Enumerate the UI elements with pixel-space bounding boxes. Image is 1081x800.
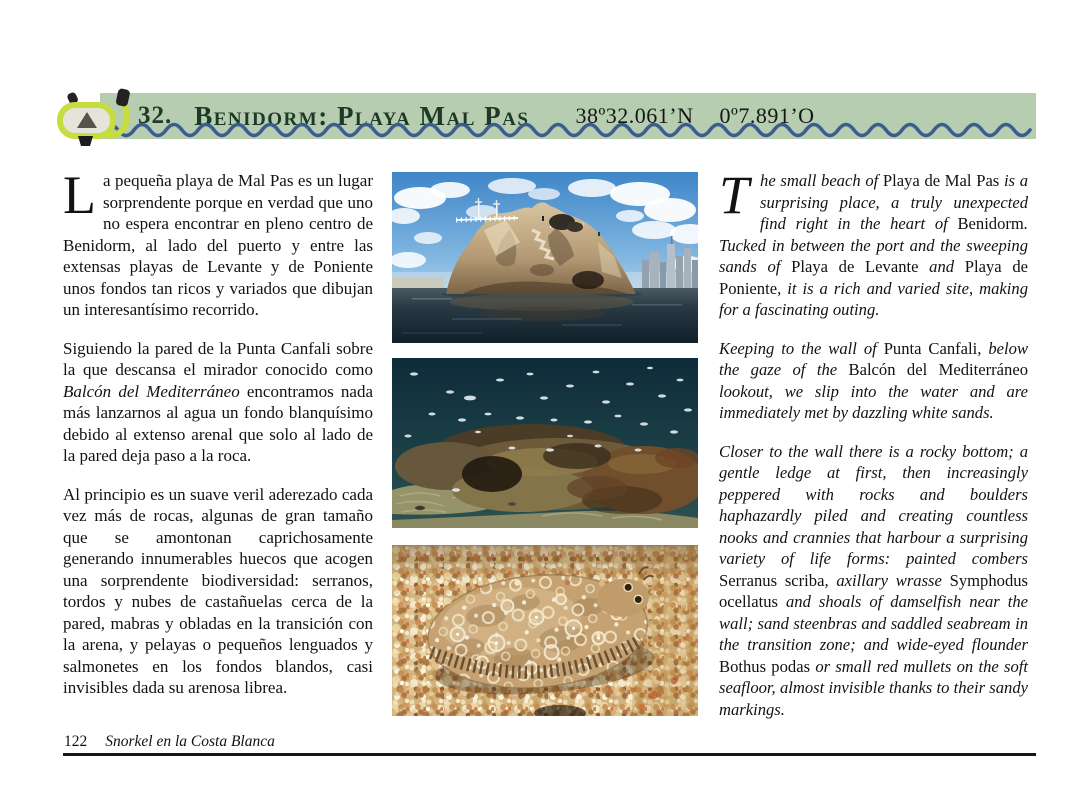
drop-cap: L	[63, 165, 96, 225]
page-number: 122	[64, 733, 88, 750]
photo-flounder	[392, 545, 698, 716]
paragraph: Siguiendo la pared de la Punta Canfali sobre la que descansa el mirador conocido como Balcón del Mediterráneo encontramos nada más lanzarnos al agua un fondo blanquísimo debido al extenso arenal que solo al lado de la pared deja paso a la roca.	[63, 338, 373, 465]
flounder-eye	[634, 595, 643, 604]
paragraph: La pequeña playa de Mal Pas es un lugar sorprendente porque en verdad que uno no espera encontrar en pleno centro de Benidorm, al lado del puerto y entre las extensas playas de Levante y de Poniente unos fondos tan ricos y variados que dibujan un interesantísimo recorrido.	[63, 165, 373, 319]
wave-divider	[100, 116, 1036, 142]
photo-punta-canfali-art	[392, 172, 698, 343]
chapter-title: Benidorm: Playa Mal Pas	[194, 100, 530, 131]
spanish-text-column	[63, 165, 373, 716]
chapter-number: 32.	[138, 102, 173, 129]
wave-path	[102, 125, 1030, 136]
flounder-eye	[624, 583, 633, 592]
snorkel-mask-icon	[54, 82, 140, 154]
photo-underwater-art	[392, 358, 698, 528]
footer-rule	[63, 753, 1036, 756]
dark-fish	[415, 506, 425, 510]
far-coast	[392, 278, 444, 288]
mouthpiece	[78, 136, 93, 146]
longitude: 0º7.891’O	[719, 103, 815, 128]
book-title: Snorkel en la Costa Blanca	[105, 733, 275, 750]
footer	[64, 733, 275, 751]
latitude: 38º32.061’N	[575, 103, 694, 128]
english-text-column	[719, 165, 1029, 737]
paragraph: Keeping to the wall of Punta Canfali, below the gaze of the Balcón del Mediterráneo lookout, we slip into the water and are immediately met by dazzling white sands.	[719, 338, 1029, 422]
paragraph: The small beach of Playa de Mal Pas is a surprising place, a truly unexpected find right in the heart of Benidorm. Tucked in between the port and the sweeping sands of Playa de Levante and Playa de Poniente, it is a rich and varied site, making for a fascinating outing.	[719, 165, 1028, 319]
paragraph: Al principio es un suave veril aderezado cada vez más de rocas, algunas de gran tamaño que se amontonan caprichosamente generando innumerables huecos que acogen una sorprendente biodiversidad: serranos, tordos y nubes de castañuelas cerca de la pared, mabras y obladas en la transición con la arena, y pelayas o pequeños lenguados y salmonetes en los fondos blandos, casi invisibles dada su arenosa librea.	[63, 484, 373, 697]
photo-underwater-boulders	[392, 358, 698, 528]
photo-punta-canfali	[392, 172, 698, 343]
photo-flounder-art	[392, 545, 698, 716]
paragraph: Closer to the wall there is a rocky bottom; a gentle ledge at first, then increasingly peppered with rocks and boulders haphazardly piled and creating countless nooks and crannies that harbour a surprising variety of life forms: painted combers Serranus scriba, axillary wrasse Symphodus ocellatus and shoals of damselfish near the wall; sand steenbras and saddled seabream in the transition zone; and wide-eyed flounder Bothus podas or small red mullets on the soft seafloor, almost invisible thanks to their sandy markings.	[719, 441, 1029, 719]
snorkel-top	[115, 88, 130, 107]
drop-cap: T	[719, 165, 750, 225]
